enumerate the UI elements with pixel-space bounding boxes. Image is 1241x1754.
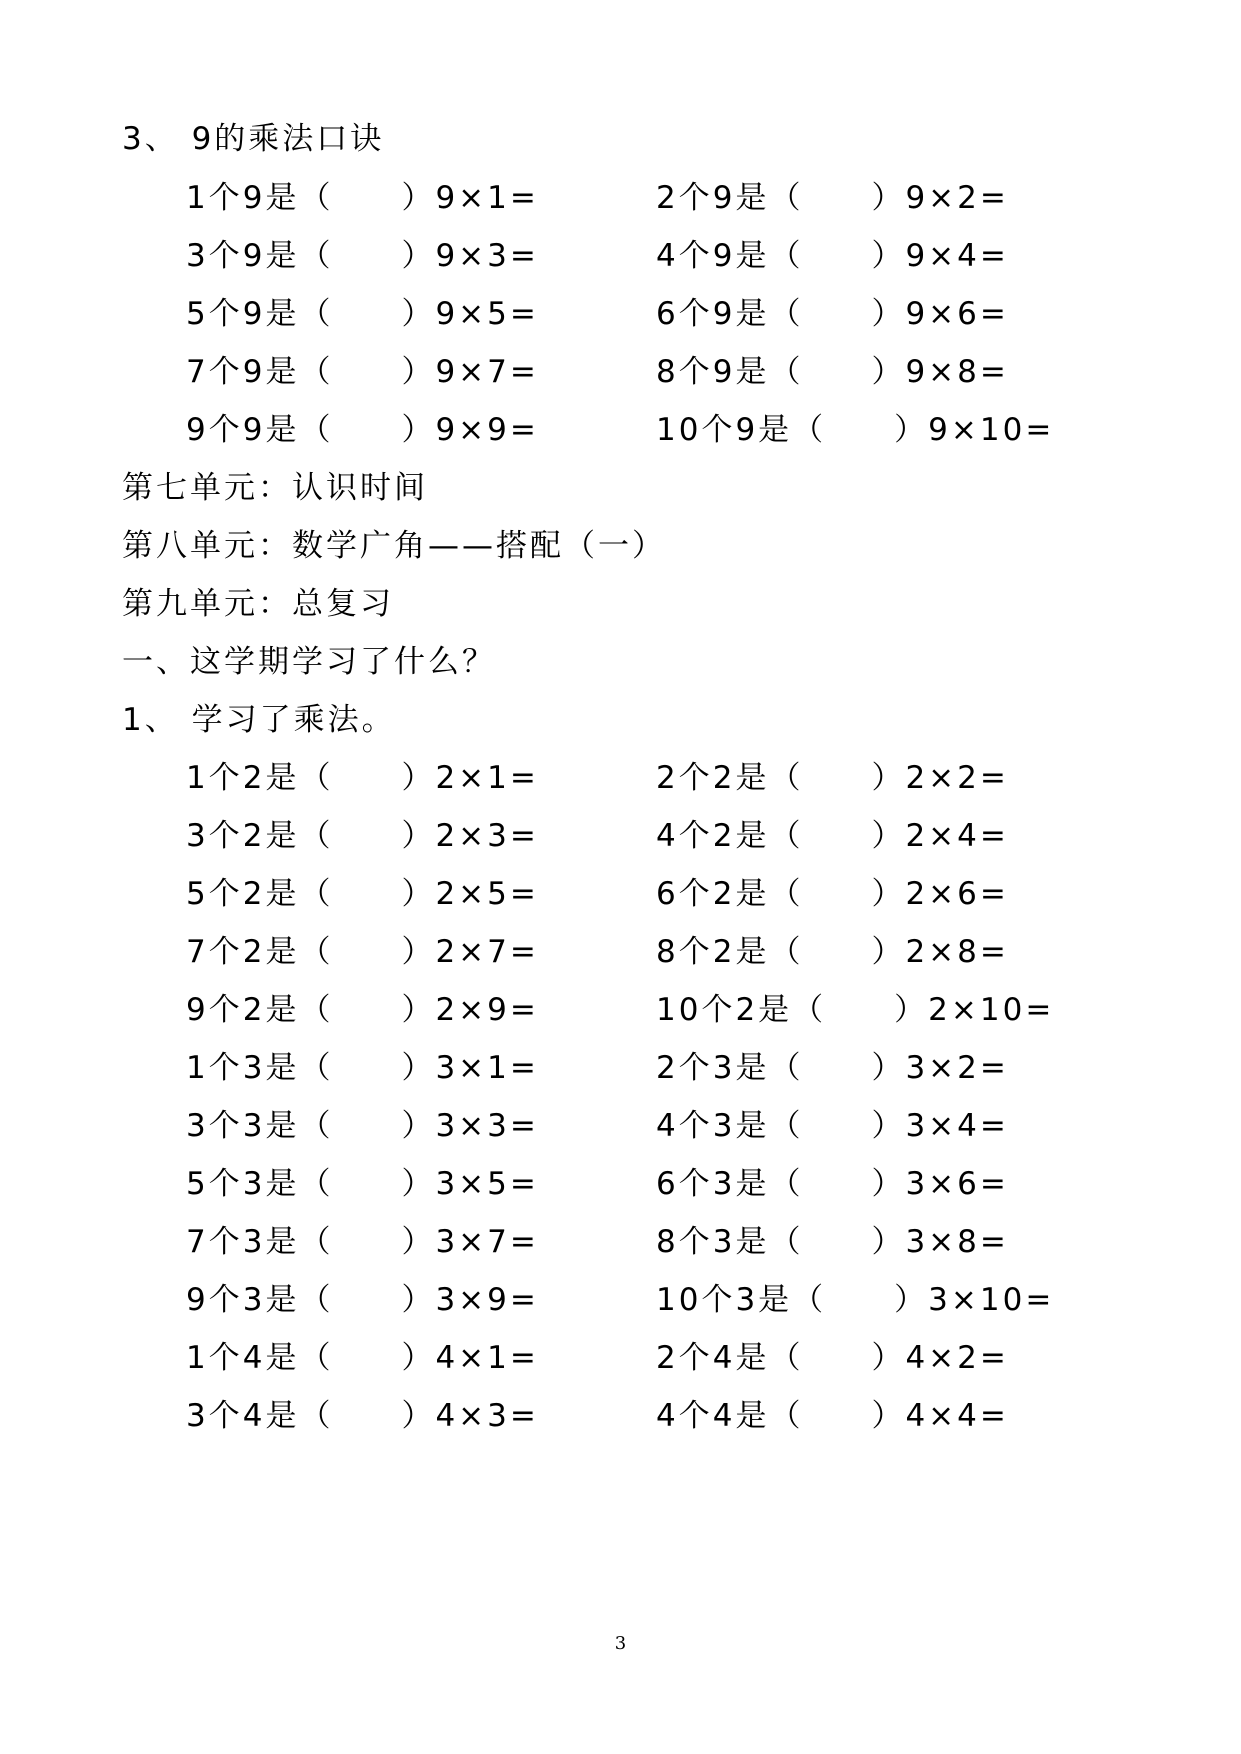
nine-row-3-right: 6个9是（ ）9×6= bbox=[656, 296, 1009, 332]
nine-row-5-left: 9个9是（ ）9×9= bbox=[186, 412, 539, 448]
three-row-4-right: 8个3是（ ）3×8= bbox=[656, 1224, 1009, 1260]
two-row-3-left: 5个2是（ ）2×5= bbox=[186, 876, 539, 912]
two-row-1-left: 1个2是（ ）2×1= bbox=[186, 760, 539, 796]
unit-nine-heading: 第九单元：总复习 bbox=[122, 586, 394, 622]
review-question: 一、这学期学习了什么？ bbox=[122, 644, 496, 680]
three-row-1-left: 1个3是（ ）3×1= bbox=[186, 1050, 539, 1086]
unit-eight-heading: 第八单元：数学广角——搭配（一） bbox=[122, 528, 666, 564]
page-number: 3 bbox=[614, 1633, 627, 1654]
four-row-2-right: 4个4是（ ）4×4= bbox=[656, 1398, 1009, 1434]
nine-row-4-right: 8个9是（ ）9×8= bbox=[656, 354, 1009, 390]
nine-row-3-left: 5个9是（ ）9×5= bbox=[186, 296, 539, 332]
three-row-3-right: 6个3是（ ）3×6= bbox=[656, 1166, 1009, 1202]
unit-seven-heading: 第七单元：认识时间 bbox=[122, 470, 428, 506]
two-row-2-right: 4个2是（ ）2×4= bbox=[656, 818, 1009, 854]
section-nine-title: 3、 9的乘法口诀 bbox=[122, 121, 385, 157]
three-row-4-left: 7个3是（ ）3×7= bbox=[186, 1224, 539, 1260]
two-row-2-left: 3个2是（ ）2×3= bbox=[186, 818, 539, 854]
two-row-4-right: 8个2是（ ）2×8= bbox=[656, 934, 1009, 970]
four-row-1-left: 1个4是（ ）4×1= bbox=[186, 1340, 539, 1376]
two-row-5-left: 9个2是（ ）2×9= bbox=[186, 992, 539, 1028]
two-row-4-left: 7个2是（ ）2×7= bbox=[186, 934, 539, 970]
three-row-2-right: 4个3是（ ）3×4= bbox=[656, 1108, 1009, 1144]
three-row-2-left: 3个3是（ ）3×3= bbox=[186, 1108, 539, 1144]
three-row-5-right: 10个3是（ ）3×10= bbox=[656, 1282, 1055, 1318]
nine-row-1-left: 1个9是（ ）9×1= bbox=[186, 180, 539, 216]
three-row-3-left: 5个3是（ ）3×5= bbox=[186, 1166, 539, 1202]
nine-row-2-left: 3个9是（ ）9×3= bbox=[186, 238, 539, 274]
three-row-5-left: 9个3是（ ）3×9= bbox=[186, 1282, 539, 1318]
two-row-1-right: 2个2是（ ）2×2= bbox=[656, 760, 1009, 796]
three-row-1-right: 2个3是（ ）3×2= bbox=[656, 1050, 1009, 1086]
nine-row-1-right: 2个9是（ ）9×2= bbox=[656, 180, 1009, 216]
nine-row-4-left: 7个9是（ ）9×7= bbox=[186, 354, 539, 390]
two-row-3-right: 6个2是（ ）2×6= bbox=[656, 876, 1009, 912]
learned-multiplication: 1、 学习了乘法。 bbox=[122, 702, 396, 738]
four-row-2-left: 3个4是（ ）4×3= bbox=[186, 1398, 539, 1434]
two-row-5-right: 10个2是（ ）2×10= bbox=[656, 992, 1055, 1028]
nine-row-5-right: 10个9是（ ）9×10= bbox=[656, 412, 1055, 448]
nine-row-2-right: 4个9是（ ）9×4= bbox=[656, 238, 1009, 274]
four-row-1-right: 2个4是（ ）4×2= bbox=[656, 1340, 1009, 1376]
